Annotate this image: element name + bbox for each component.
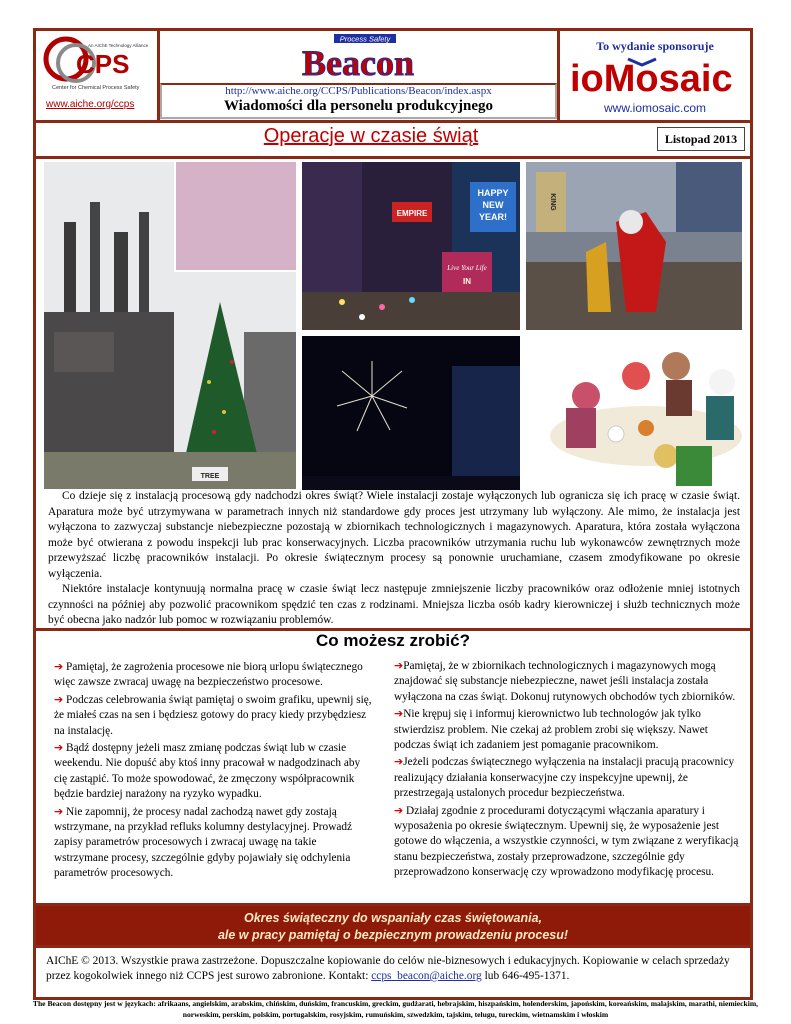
- arrow-right-icon: ➔: [394, 707, 404, 721]
- svg-text:HAPPY: HAPPY: [477, 188, 509, 198]
- list-item: ➔Pamiętaj, że w zbiornikach technologicznych i magazynowych mogą znajdować się substancje niebezpieczne, nawet jeśli instalacja została wyłączona na czas świąt. Dokonuj rutynowych obchodów tych zbiorników.: [394, 659, 736, 703]
- issue-date: Listopad 2013: [657, 127, 745, 151]
- contact-email-link[interactable]: ccps_beacon@aiche.org: [371, 970, 482, 982]
- phone-text: lub 646-495-1371.: [481, 970, 570, 982]
- intro-text: [48, 489, 740, 629]
- svg-text:KING: KING: [549, 193, 556, 211]
- list-item: ➔Jeżeli podczas świątecznego wyłączenia na instalacji pracują pracownicy realizujący działania konserwacyjne czy inspekcyjne upewnij, że przestrzegają ustalonych procedur bezpieczeństwa.: [394, 755, 735, 800]
- banner-line: ale w pracy pamiętaj o bezpiecznym prowadzeniu procesu!: [217, 928, 569, 942]
- section-title: Co możesz zrobić?: [316, 631, 470, 650]
- arrow-right-icon: ➔: [54, 804, 64, 818]
- slogan-banner: [36, 903, 750, 945]
- intro-paragraph: Co dzieje się z instalacją procesową gdy nadchodzi okres świąt? Wiele instalacji zostaje wyłączonych lub ogranicza się ich pracę w czasie świąt. Aparatura może być utrzymywana w parametrach innych niż standardowe gdy proces jest utrzymany lub wyłączony. Ale mimo, że instalacja jest wyłączona to zazwyczaj substancje niebezpieczne pozostają w zbiornikach technologicznych i magazynowych. Aparatura, która została wyłączona może być otwierana z powodu inspekcji lub prac konserwacyjnych. Liczba pracowników utrzymania ruchu lub wykonawców zewnętrznych może przewyższać liczbę pracowników instalacji. Po okresie świątecznym procesy są ponownie uruchamiane, czasem zmodyfikowane po okresie wyłączenia.: [48, 490, 740, 580]
- christmas-tree-photo: [44, 162, 296, 489]
- arrow-right-icon: ➔: [394, 659, 404, 672]
- svg-text:IN: IN: [463, 277, 471, 286]
- svg-text:CPS: CPS: [76, 49, 130, 79]
- list-item: ➔Nie krępuj się i informuj kierownictwo lub technologów jak tylko stwierdzisz problem. Nie czekaj aż problem zrobi się większy. Nawet podczas świąt ich zadaniem jest pomaganie pracownikom.: [394, 707, 708, 752]
- languages-note: The Beacon dostępny jest w językach: afrikaans, angielskim, arabskim, chińskim, duńskim, francuskim, greckim, gudżarati, hebrajskim, hiszpańskim, holenderskim, japońskim, koreańskim, malajskim, marathi, niemieckim, norweskim, perskim, polskim, portugalskim, rosyjskim, rumuńskim, szwedzkim, tajskim, telugu, tureckim, wietnamskim i włoskim: [32, 999, 759, 1019]
- arrow-right-icon: ➔: [54, 692, 64, 706]
- svg-text:Beacon: Beacon: [302, 43, 414, 81]
- svg-text:TREE: TREE: [200, 473, 220, 480]
- copyright-text: AIChE © 2013. Wszystkie prawa zastrzeżone. Dopuszczalne kopiowanie do celów nie-biznesowych i edukacyjnych. Kopiowanie w celach sprzedaży przez kogokolwiek innego niż CCPS jest surowo zabronione. Kontakt:: [46, 955, 730, 982]
- svg-text:An AIChE Technology Alliance: An AIChE Technology Alliance: [88, 43, 149, 48]
- copyright-footer: [36, 945, 750, 997]
- svg-text:Center for Chemical Process Sa: Center for Chemical Process Safety: [52, 85, 140, 91]
- banner-line: Okres świąteczny do wspaniały czas świętowania,: [243, 911, 543, 925]
- arrow-right-icon: ➔: [54, 741, 64, 755]
- ccps-link[interactable]: www.aiche.org/ccps: [46, 99, 135, 110]
- beacon-url[interactable]: http://www.aiche.org/CCPS/Publications/Beacon/index.aspx: [225, 85, 492, 97]
- arrow-right-icon: ➔: [394, 803, 404, 817]
- parade-photo: [526, 162, 742, 330]
- ccps-logo: [42, 35, 152, 97]
- family-meal-photo: [526, 336, 742, 490]
- sponsor-panel: [557, 31, 750, 123]
- sponsor-label: To wydanie sponsoruje: [596, 39, 714, 53]
- page-title: Operacje w czasie świąt: [263, 125, 479, 147]
- newsletter-frame: [33, 28, 753, 1000]
- svg-text:NEW: NEW: [482, 200, 504, 210]
- arrow-right-icon: ➔: [54, 660, 64, 673]
- fireworks-photo: [302, 336, 520, 490]
- left-column: [54, 659, 372, 883]
- sponsor-link[interactable]: www.iomosaic.com: [603, 101, 707, 115]
- list-item: ➔ Bądź dostępny jeżeli masz zmianę podczas świąt lub w czasie weekendu. Nie dopuść aby ktoś inny pracował w nadgodzinach aby cię zastąpić. To może spowodować, że zmęczony współpracownik będzie bardziej narażony na ryzyko wypadku.: [54, 741, 361, 801]
- iomosaic-logo: [568, 55, 744, 99]
- times-square-photo: [302, 162, 520, 330]
- svg-text:ioMosaic: ioMosaic: [570, 58, 733, 99]
- title-row: [36, 123, 750, 159]
- svg-text:Process Safety: Process Safety: [339, 34, 391, 44]
- list-item: ➔ Nie zapomnij, że procesy nadal zachodzą nawet gdy zostają wstrzymane, na przykład refluks kolumny destylacyjnej. Prowadź zapisy parametrów procesowych i zwracaj uwagę na takie wstrzymane procesy, szczególnie gdyby pojawiały się odchylenia parametrów procesowych.: [54, 804, 353, 880]
- list-item: ➔ Działaj zgodnie z procedurami dotyczącymi włączania aparatury i wyposażenia po okresie świątecznym. Upewnij się, że wyposażenie jest gotowe do włączenia, a wszystkie czynności, w tym związane z weryfikacją stanu bezpieczeństwa, zostały przeprowadzone, szczególnie gdy przeprowadzono konserwację czy wprowadzono modyfikację procesu.: [394, 803, 739, 879]
- masthead-subtitle: Wiadomości dla personelu produkcyjnego: [223, 98, 494, 114]
- svg-text:YEAR!: YEAR!: [478, 212, 508, 222]
- masthead: [160, 31, 557, 123]
- intro-paragraph: Niektóre instalacje kontynuują normalna pracę w czasie świąt lecz następuje zmniejszenie liczby pracowników oraz odłożenie mniej istotnych czynności na później aby pozwolić pracownikom spędzić ten czas z rodzinami. Mniejsza liczba osób kadry kierowniczej i służb technicznych może być obecna jako nadzór lub pomoc w rozwiązaniu problemów.: [48, 583, 740, 626]
- ccps-logo-panel: [36, 31, 160, 123]
- photo-collage: [44, 162, 742, 490]
- right-column: [394, 658, 744, 882]
- svg-text:Live Your Life: Live Your Life: [447, 264, 487, 272]
- beacon-logo: [278, 33, 438, 81]
- list-item: ➔ Podczas celebrowania świąt pamiętaj o swoim grafiku, upewnij się, że miałeś czas na sen i będziesz gotowy do pracy kiedy przybędziesz na instalację.: [54, 692, 372, 737]
- list-item: ➔ Pamiętaj, że zagrożenia procesowe nie biorą urlopu świątecznego więc zawsze zwracaj uwagę na bezpieczeństwo procesowe.: [54, 660, 363, 689]
- header: [36, 31, 750, 123]
- arrow-right-icon: ➔: [394, 755, 404, 769]
- svg-text:EMPIRE: EMPIRE: [396, 209, 428, 218]
